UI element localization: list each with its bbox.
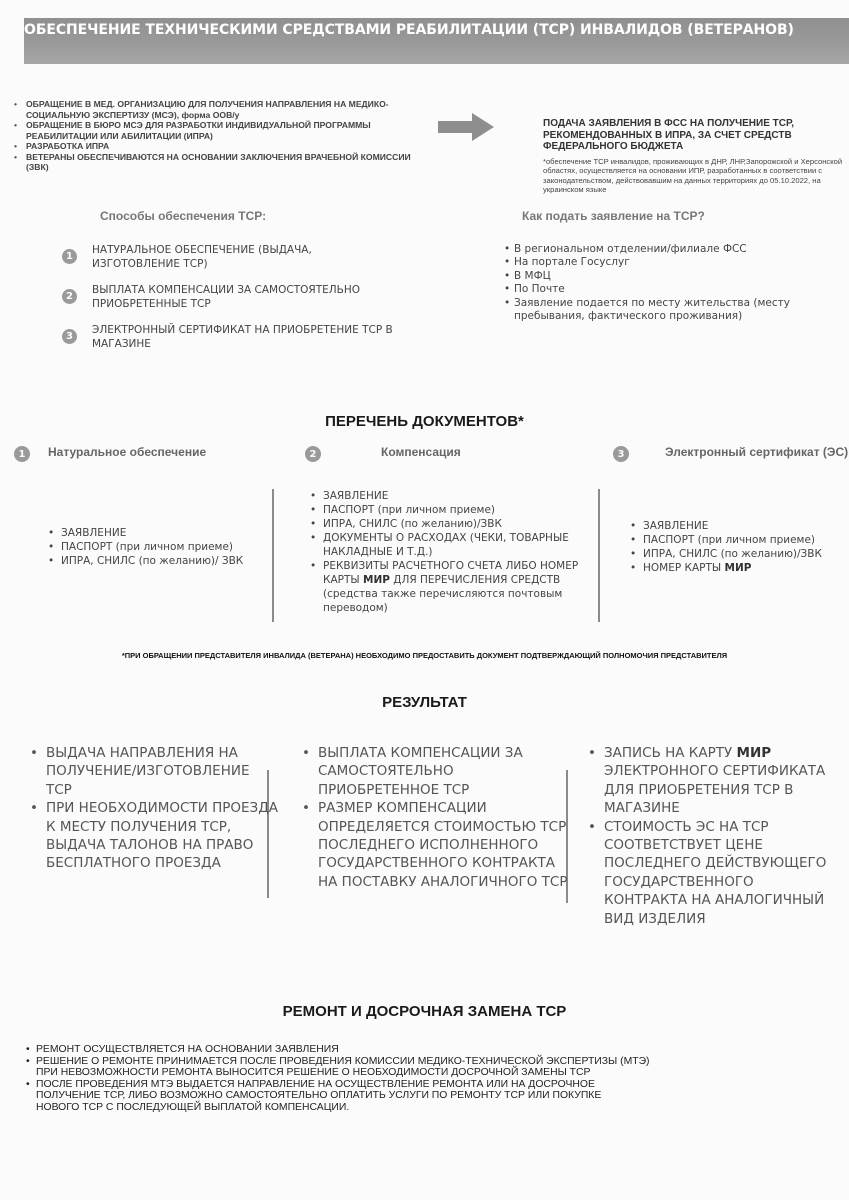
way-text: НАТУРАЛЬНОЕ ОБЕСПЕЧЕНИЕ (ВЫДАЧА, ИЗГОТОВЛЕНИЕ ТСР) xyxy=(92,244,312,270)
doc-item-text: ДЛЯ ПЕРЕЧИСЛЕНИЯ СРЕДСТВ (средства также перечисляются почтовым переводом) xyxy=(323,574,563,614)
ways-heading: Способы обеспечения ТСР: xyxy=(100,209,267,223)
number-3-icon: 3 xyxy=(62,329,77,344)
repair-list xyxy=(26,1044,849,1113)
repair-item-text: РЕШЕНИЕ О РЕМОНТЕ ПРИНИМАЕТСЯ ПОСЛЕ ПРОВЕДЕНИЯ КОМИССИИ МЕДИКО-ТЕХНИЧЕСКОЙ ЭКСПЕРТИЗЫ (МТЭ) xyxy=(36,1055,650,1067)
how-to-apply-list xyxy=(504,243,844,323)
result-certificate-list xyxy=(586,744,849,928)
fss-application-title: ПОДАЧА ЗАЯВЛЕНИЯ В ФСС НА ПОЛУЧЕНИЕ ТСР, РЕКОМЕНДОВАННЫХ В ИПРА, ЗА СЧЕТ СРЕДСТВ ФЕДЕРАЛЬНОГО БЮДЖЕТА xyxy=(543,118,795,152)
doc-item-text: РЕКВИЗИТЫ РАСЧЕТНОГО СЧЕТА ЛИБО НОМЕР КАРТЫ xyxy=(323,560,579,586)
number-2-icon: 2 xyxy=(62,289,77,304)
fss-footnote: *обеспечение ТСР инвалидов, проживающих в ДНР, ЛНР,Запорожской и Херсонской областях, осуществляется на основании ИПР, разработанных в соответствии с законодательством, действовавшим на данных территориях до 05.10.2022, на украинском языке xyxy=(543,157,843,194)
result-item-text: СООТВЕТСТВУЕТ ЦЕНЕ xyxy=(604,837,763,854)
mir-card-label: МИР xyxy=(363,574,390,586)
result-heading: РЕЗУЛЬТАТ xyxy=(382,694,467,711)
doc-item xyxy=(310,559,590,615)
column-divider xyxy=(598,489,600,622)
mir-card-label: МИР xyxy=(724,562,752,574)
page-title: ОБЕСПЕЧЕНИЕ ТЕХНИЧЕСКИМИ СРЕДСТВАМИ РЕАБИЛИТАЦИИ (ТСР) ИНВАЛИДОВ (ВЕТЕРАНОВ) xyxy=(24,21,794,38)
doc-item: • ЗАЯВЛЕНИЕ xyxy=(48,526,248,540)
way-item xyxy=(60,323,400,351)
ways-list xyxy=(60,243,400,363)
result-item-text: ГОСУДАРСТВЕННОГО xyxy=(604,873,754,890)
number-2-icon: 2 xyxy=(305,446,321,462)
number-1-icon: 1 xyxy=(62,249,77,264)
result-compensation-list xyxy=(300,744,570,891)
doc-column-label: Компенсация xyxy=(381,445,461,459)
column-divider xyxy=(272,489,274,622)
step-item: • РАЗРАБОТКА ИПРА xyxy=(14,141,414,152)
doc-item: • ЗАЯВЛЕНИЕ xyxy=(310,489,590,503)
repair-item xyxy=(26,1044,849,1056)
compensation-docs-list xyxy=(310,489,590,615)
step-item: • ВЕТЕРАНЫ ОБЕСПЕЧИВАЮТСЯ НА ОСНОВАНИИ ЗАКЛЮЧЕНИЯ ВРАЧЕБНОЙ КОМИССИИ (ЗВК) xyxy=(14,152,414,173)
way-text: ЭЛЕКТРОННЫЙ СЕРТИФИКАТ НА ПРИОБРЕТЕНИЕ ТСР В МАГАЗИНЕ xyxy=(92,324,393,350)
repair-item-text: РЕМОНТ ОСУЩЕСТВЛЯЕТСЯ НА ОСНОВАНИИ ЗАЯВЛЕНИЯ xyxy=(36,1044,339,1055)
result-item xyxy=(586,818,849,928)
repair-item-text: ПРИ НЕВОЗМОЖНОСТИ РЕМОНТА ВЫНОСИТСЯ РЕШЕНИЕ О НЕОБХОДИМОСТИ ДОСРОЧНОЙ ЗАМЕНЫ ТСР xyxy=(36,1067,591,1078)
doc-column-header-compensation xyxy=(305,446,461,462)
representative-footnote: *ПРИ ОБРАЩЕНИИ ПРЕДСТАВИТЕЛЯ ИНВАЛИДА (ВЕТЕРАНА) НЕОБХОДИМО ПРЕДОСТАВИТЬ ДОКУМЕНТ ПОДТВЕРЖДАЮЩИЙ ПОЛНОМОЧИЯ ПРЕДСТАВИТЕЛЯ xyxy=(121,651,728,660)
result-item: • ПРИ НЕОБХОДИМОСТИ ПРОЕЗДА К МЕСТУ ПОЛУЧЕНИЯ ТСР, ВЫДАЧА ТАЛОНОВ НА ПРАВО БЕСПЛАТНОГО ПРОЕЗДА xyxy=(28,799,278,873)
result-item: • ВЫПЛАТА КОМПЕНСАЦИИ ЗА САМОСТОЯТЕЛЬНО ПРИОБРЕТЕННОЕ ТСР xyxy=(300,744,570,799)
mir-card-label: МИР xyxy=(736,745,772,761)
process-steps-list xyxy=(14,99,414,173)
natural-docs-list xyxy=(48,526,248,568)
doc-item-text: НОМЕР КАРТЫ xyxy=(643,562,725,574)
doc-item: • ЗАЯВЛЕНИЕ xyxy=(630,519,849,533)
repair-item xyxy=(26,1056,849,1079)
doc-item: • ИПРА, СНИЛС (по желанию)/ЗВК xyxy=(310,517,590,531)
doc-item: • ПАСПОРТ (при личном приеме) xyxy=(630,533,849,547)
doc-item: • ИПРА, СНИЛС (по желанию)/ЗВК xyxy=(630,547,849,561)
step-item: • ОБРАЩЕНИЕ В МЕД. ОРГАНИЗАЦИЮ ДЛЯ ПОЛУЧЕНИЯ НАПРАВЛЕНИЯ НА МЕДИКО-СОЦИАЛЬНУЮ ЭКСПЕРТИЗУ (МСЭ), форма ООВ/у xyxy=(14,99,414,120)
number-3-icon: 3 xyxy=(613,446,629,462)
repair-item-text: НОВОГО ТСР С ПОСЛЕДУЮЩЕЙ ВЫПЛАТОЙ КОМПЕНСАЦИИ. xyxy=(36,1101,350,1113)
doc-item: • ИПРА, СНИЛС (по желанию)/ ЗВК xyxy=(48,554,248,568)
doc-column-header-natural xyxy=(14,446,206,462)
doc-item xyxy=(630,561,849,575)
result-item: • РАЗМЕР КОМПЕНСАЦИИ ОПРЕДЕЛЯЕТСЯ СТОИМОСТЬЮ ТСР ПОСЛЕДНЕГО ИСПОЛНЕННОГО ГОСУДАРСТВЕННОГО КОНТРАКТА НА ПОСТАВКУ АНАЛОГИЧНОГО ТСР xyxy=(300,799,570,891)
result-item-text: ДЛЯ ПРИОБРЕТЕНИЯ ТСР В xyxy=(604,781,794,798)
result-item-text: СТОИМОСТЬ ЭС НА ТСР xyxy=(604,818,769,835)
how-item: • В региональном отделении/филиале ФСС xyxy=(504,243,844,256)
documents-heading: ПЕРЕЧЕНЬ ДОКУМЕНТОВ* xyxy=(325,413,524,430)
doc-item: • ДОКУМЕНТЫ О РАСХОДАХ (ЧЕКИ, ТОВАРНЫЕ НАКЛАДНЫЕ И Т.Д.) xyxy=(310,531,590,559)
result-item-text: МАГАЗИНЕ xyxy=(604,800,680,817)
how-to-apply-heading: Как подать заявление на ТСР? xyxy=(522,209,705,223)
doc-item: • ПАСПОРТ (при личном приеме) xyxy=(48,540,248,554)
how-item: • В МФЦ xyxy=(504,270,844,283)
way-item xyxy=(60,243,400,271)
doc-column-label: Электронный сертификат (ЭС) xyxy=(665,445,849,459)
doc-item: • ПАСПОРТ (при личном приеме) xyxy=(310,503,590,517)
result-item-text: ВИД ИЗДЕЛИЯ xyxy=(604,910,706,927)
result-natural-list xyxy=(28,744,278,873)
way-item xyxy=(60,283,400,311)
result-item-text: ЭЛЕКТРОННОГО СЕРТИФИКАТА xyxy=(604,763,826,780)
repair-item-text: ПОСЛЕ ПРОВЕДЕНИЯ МТЭ ВЫДАЕТСЯ НАПРАВЛЕНИЕ НА ОСУЩЕСТВЛЕНИЕ РЕМОНТА ИЛИ НА ДОСРОЧНОЕ xyxy=(36,1078,595,1090)
repair-item-text: ПОЛУЧЕНИЕ ТСР, ЛИБО ВОЗМОЖНО САМОСТОЯТЕЛЬНО ОПЛАТИТЬ УСЛУГИ ПО РЕМОНТУ ТСР ИЛИ ПОКУПКЕ xyxy=(36,1090,602,1101)
result-item-text: ПОСЛЕДНЕГО ДЕЙСТВУЮЩЕГО xyxy=(604,855,827,872)
result-item-text: ЗАПИСЬ НА КАРТУ xyxy=(604,745,737,761)
header-banner xyxy=(24,18,849,64)
certificate-docs-list xyxy=(630,519,849,575)
repair-item xyxy=(26,1079,849,1114)
repair-heading: РЕМОНТ И ДОСРОЧНАЯ ЗАМЕНА ТСР xyxy=(282,1003,567,1020)
number-1-icon: 1 xyxy=(14,446,30,462)
result-item: • ВЫДАЧА НАПРАВЛЕНИЯ НА ПОЛУЧЕНИЕ/ИЗГОТОВЛЕНИЕ ТСР xyxy=(28,744,278,799)
result-item-text: КОНТРАКТА НА АНАЛОГИЧНЫЙ xyxy=(604,892,825,909)
how-item: • По Почте xyxy=(504,283,844,296)
step-item: • ОБРАЩЕНИЕ В БЮРО МСЭ ДЛЯ РАЗРАБОТКИ ИНДИВИДУАЛЬНОЙ ПРОГРАММЫ РЕАБИЛИТАЦИИ ИЛИ АБИЛИТАЦИИ (ИПРА) xyxy=(14,120,414,141)
arrow-right-icon xyxy=(438,113,494,141)
how-item: • Заявление подается по месту жительства (месту пребывания, фактического проживания) xyxy=(504,297,844,324)
way-text: ВЫПЛАТА КОМПЕНСАЦИИ ЗА САМОСТОЯТЕЛЬНО ПРИОБРЕТЕННЫЕ ТСР xyxy=(92,284,360,310)
doc-column-header-certificate xyxy=(613,446,849,462)
result-item xyxy=(586,744,849,818)
how-item: • На портале Госуслуг xyxy=(504,256,844,269)
doc-column-label: Натуральное обеспечение xyxy=(48,445,207,459)
